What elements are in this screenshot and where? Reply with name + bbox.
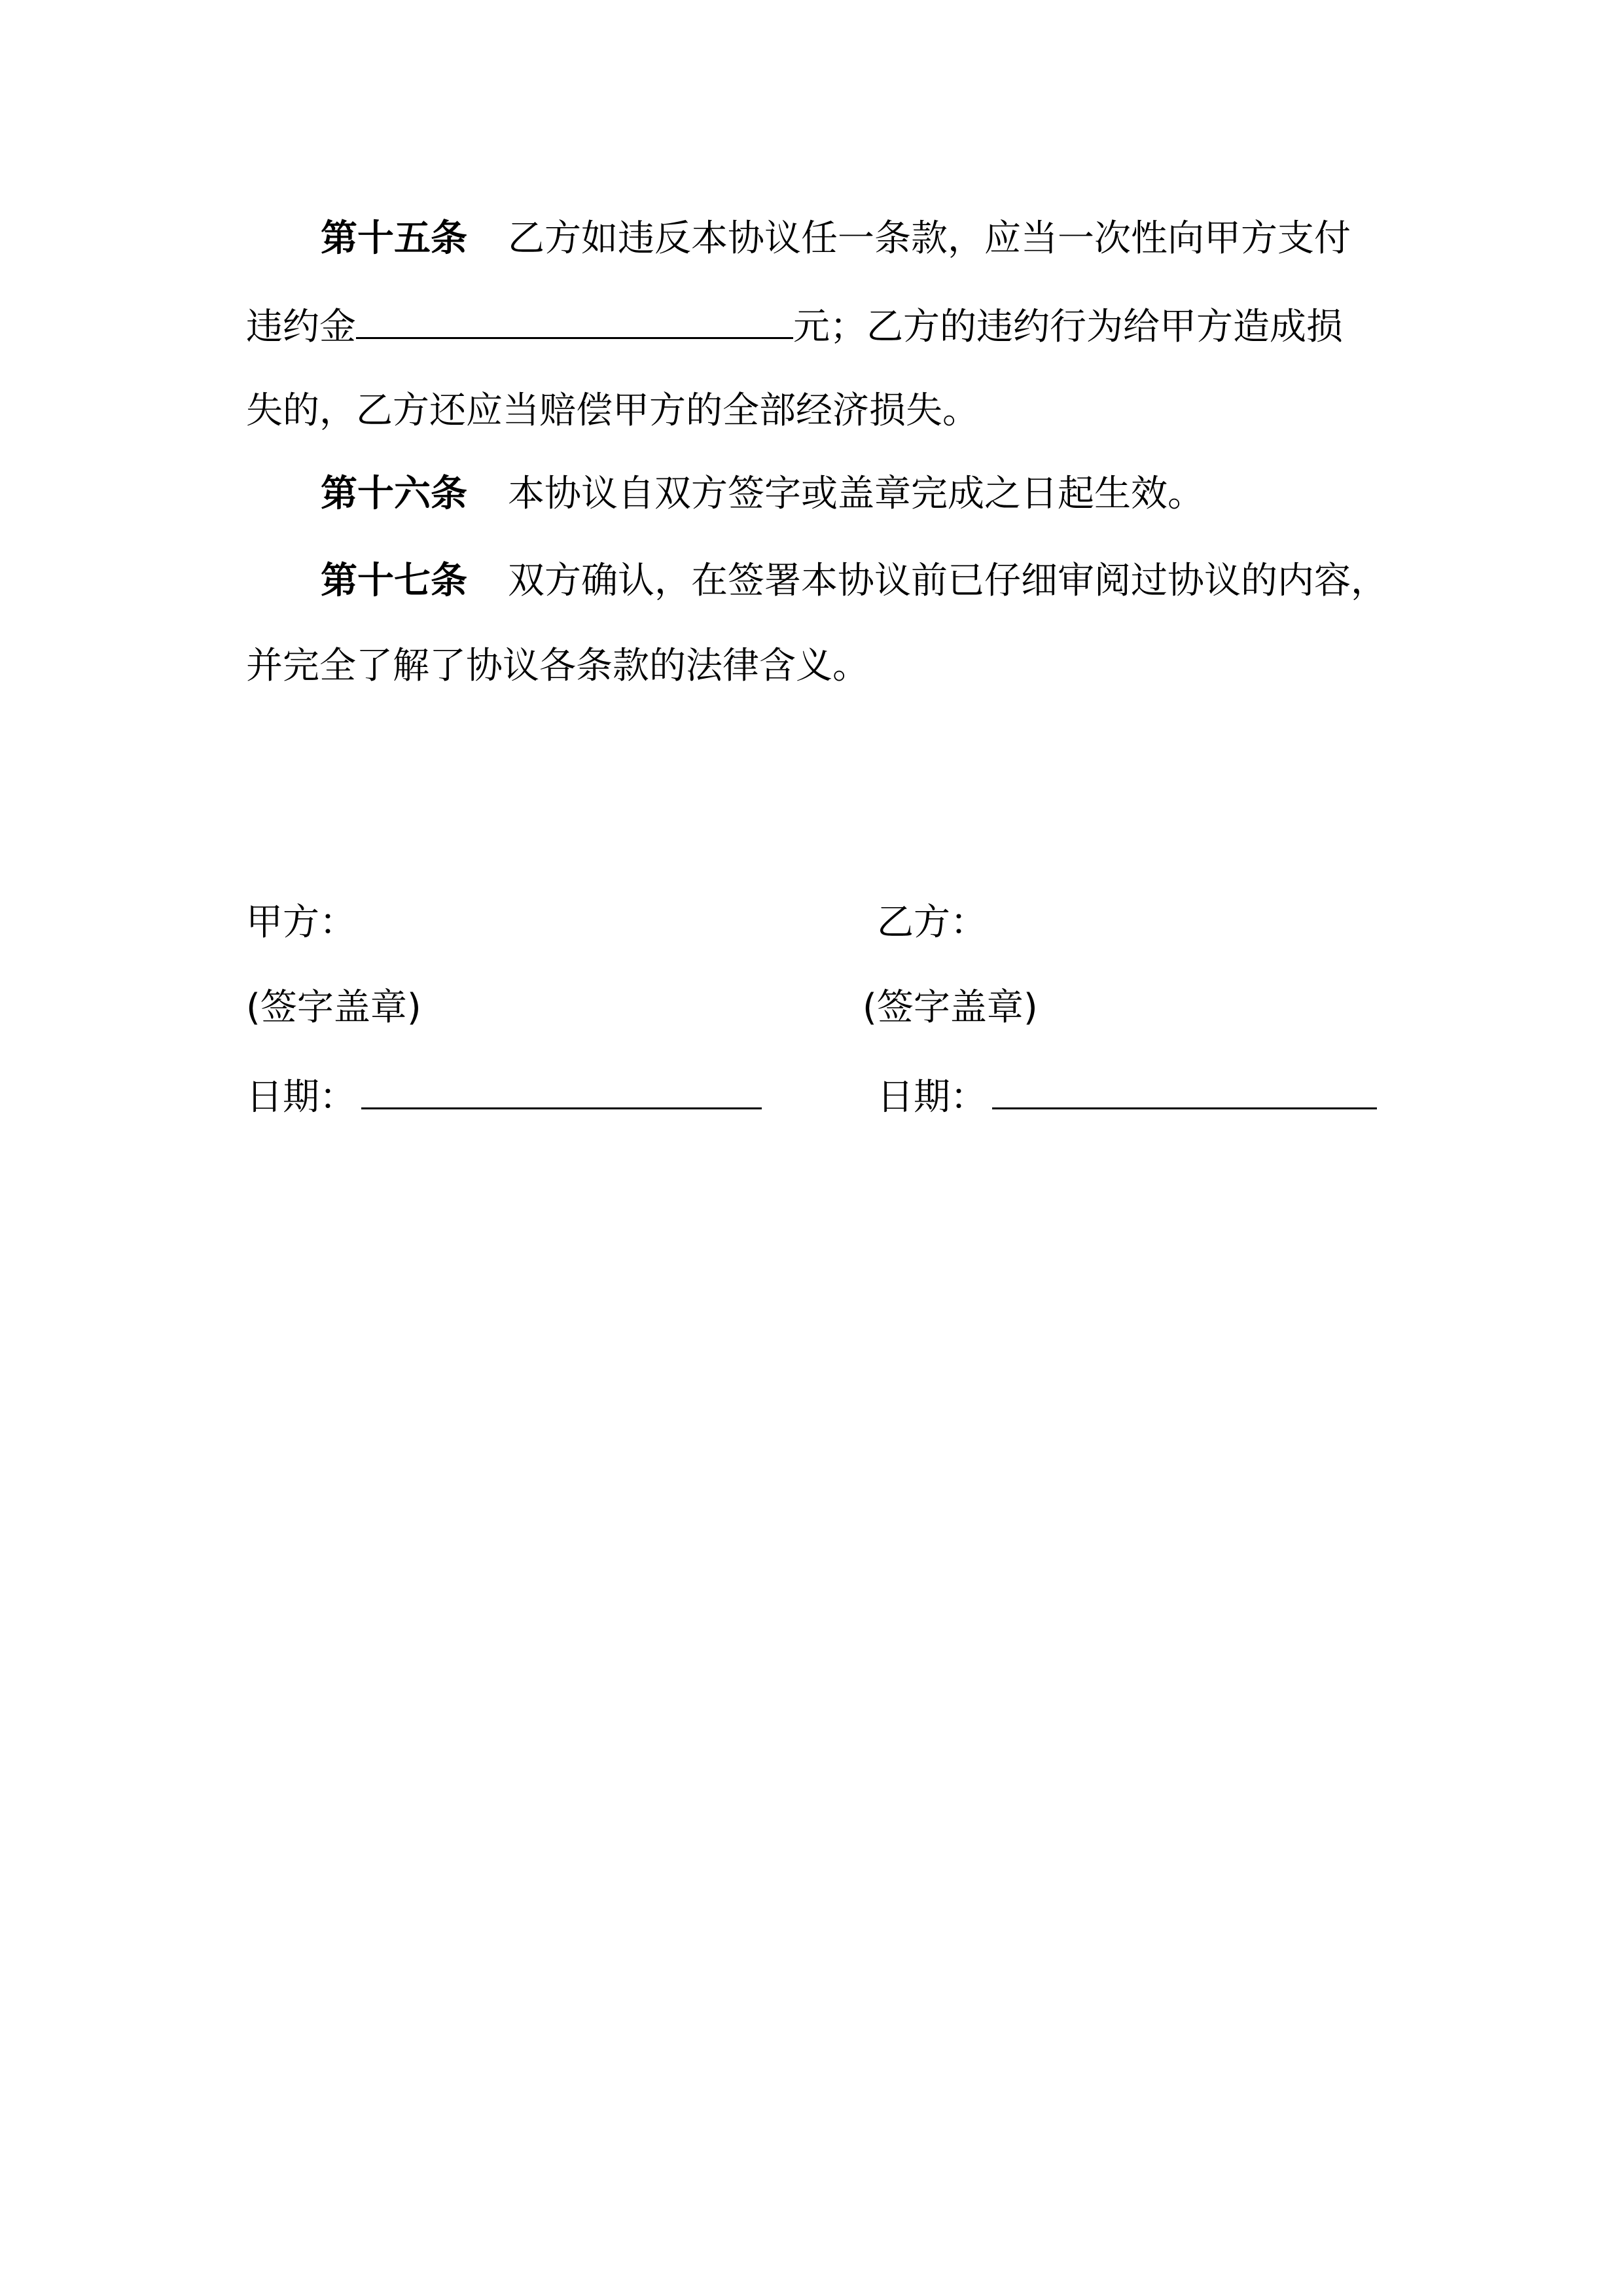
party-b-label: 乙方： — [877, 901, 987, 944]
article-17-text-1: 双方确认，在签署本协议前已仔细审阅过协议的内容， — [508, 560, 1387, 602]
party-a-date-blank[interactable] — [361, 1068, 762, 1109]
article-15-text-2-pre: 违约金 — [246, 306, 356, 348]
article-16-line-1 — [321, 468, 1204, 520]
party-b-seal-label: (签字盖章) — [863, 986, 1038, 1029]
party-b-date-blank[interactable] — [992, 1068, 1377, 1109]
article-17-line-2 — [246, 640, 869, 692]
article-15-text-1: 乙方如违反本协议任一条款，应当一次性向甲方支付 — [508, 217, 1351, 260]
article-15-label: 第十五条 — [321, 217, 467, 260]
article-15-line-3 — [246, 385, 979, 437]
party-b-date-label: 日期： — [877, 1076, 987, 1119]
party-a-date-row — [246, 1068, 762, 1124]
party-a-label: 甲方： — [246, 901, 356, 944]
article-17-text-2: 并完全了解了协议各条款的法律含义。 — [246, 645, 869, 687]
article-17-line-1 — [321, 555, 1387, 607]
party-a-seal-label: (签字盖章) — [246, 986, 421, 1029]
article-16-text: 本协议自双方签字或盖章完成之日起生效。 — [508, 473, 1204, 515]
article-16-label: 第十六条 — [321, 473, 467, 515]
article-15-text-3: 失的，乙方还应当赔偿甲方的全部经济损失。 — [246, 389, 979, 432]
party-a-date-label: 日期： — [246, 1076, 356, 1119]
article-15-line-2 — [246, 298, 1343, 353]
party-b-date-row — [877, 1068, 1377, 1124]
penalty-amount-blank[interactable] — [356, 298, 793, 339]
article-15-line-1 — [321, 213, 1351, 265]
article-17-label: 第十七条 — [321, 560, 467, 602]
article-15-text-2-post: 元；乙方的违约行为给甲方造成损 — [793, 306, 1343, 348]
